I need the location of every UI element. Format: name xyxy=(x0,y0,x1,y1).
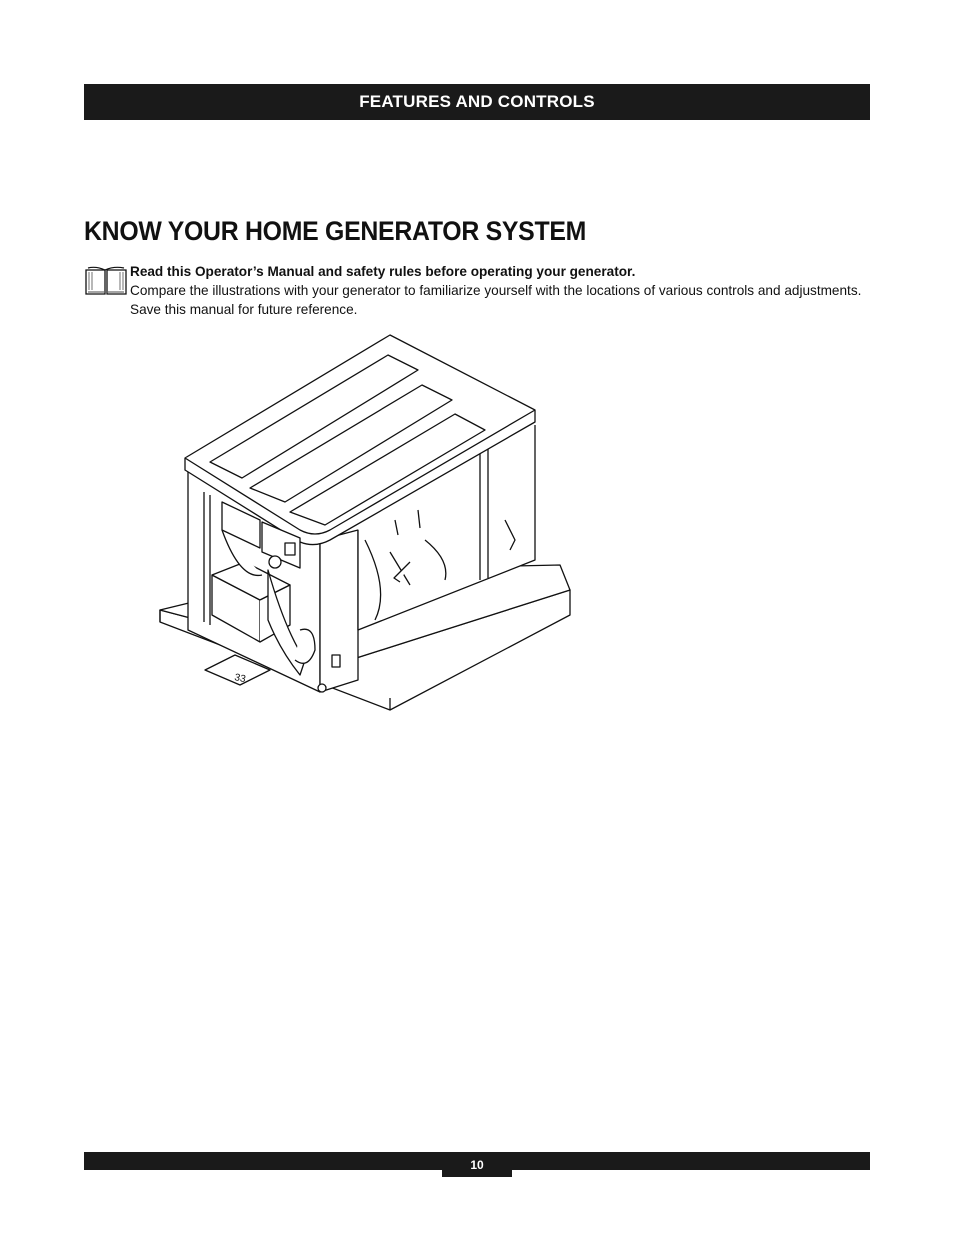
page-number xyxy=(442,1152,512,1177)
section-header xyxy=(84,84,870,120)
intro-bold: Read this Operator’s Manual and safety rules before operating your generator. xyxy=(130,264,636,279)
illustration-label: 33 xyxy=(233,672,247,686)
generator-illustration xyxy=(150,330,590,740)
page-title: KNOW YOUR HOME GENERATOR SYSTEM xyxy=(84,216,587,246)
book-icon xyxy=(84,264,128,298)
page-number-label: 10 xyxy=(470,1157,484,1172)
intro-block xyxy=(84,262,874,319)
intro-body: Compare the illustrations with your generator to familiarize yourself with the locations of various controls and adjustments. Save this manual for future reference. xyxy=(130,283,862,317)
section-title: FEATURES AND CONTROLS xyxy=(359,92,595,111)
intro-text xyxy=(130,262,874,319)
